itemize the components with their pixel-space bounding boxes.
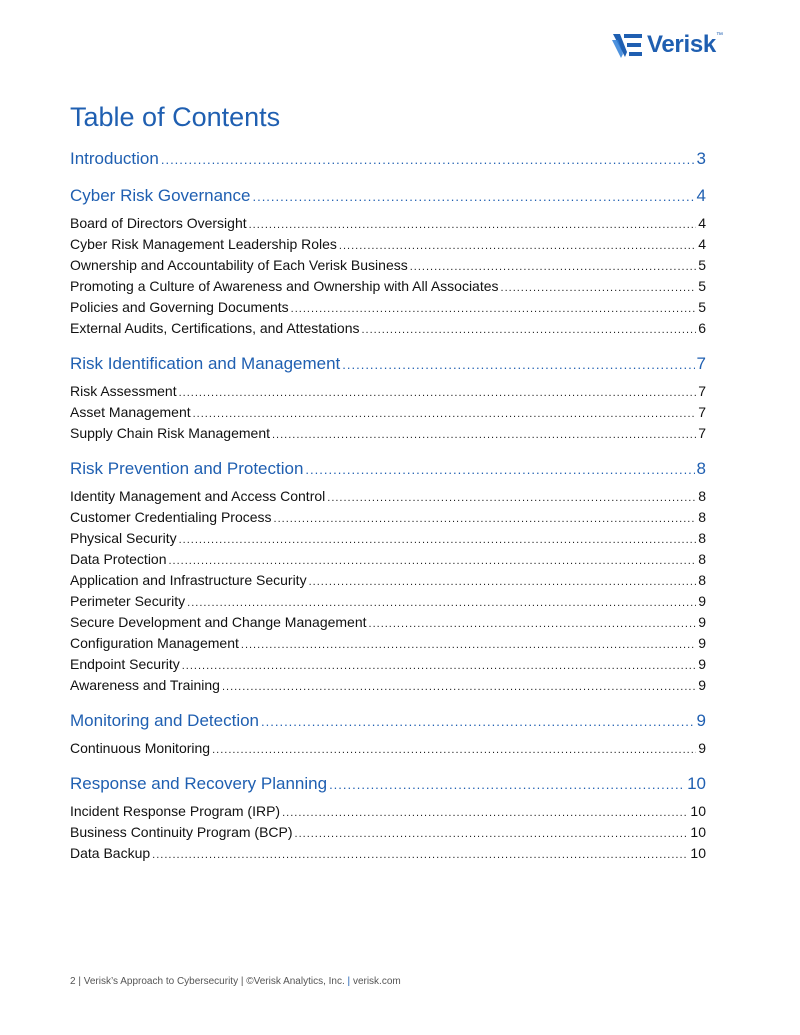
toc-entry-title: Awareness and Training: [70, 677, 220, 693]
brand-name: Verisk: [647, 31, 716, 58]
toc-section-page: 9: [696, 711, 706, 730]
toc-entry[interactable]: [70, 276, 706, 297]
toc-entry[interactable]: [70, 654, 706, 675]
dot-leader: [193, 404, 697, 423]
toc-entry[interactable]: [70, 612, 706, 633]
toc-entry-title: Secure Development and Change Management: [70, 614, 367, 630]
toc-section-page: 7: [696, 354, 706, 373]
footer-separator: |: [240, 976, 244, 987]
dot-leader: [182, 656, 696, 675]
verisk-logo: [610, 26, 750, 64]
toc-section-entry[interactable]: [70, 708, 706, 733]
toc-entry[interactable]: [70, 843, 706, 864]
toc-entry-page: 4: [698, 215, 706, 231]
toc-entry-page: 4: [698, 236, 706, 252]
dot-leader: [272, 425, 696, 444]
toc-entry-title: Ownership and Accountability of Each Verisk Business: [70, 257, 408, 273]
toc-section-title: Cyber Risk Governance: [70, 186, 251, 205]
footer-doc-title: Verisk’s Approach to Cybersecurity: [83, 976, 239, 987]
toc-entry[interactable]: [70, 549, 706, 570]
toc-entry-title: Cyber Risk Management Leadership Roles: [70, 236, 337, 252]
toc-entry-title: Asset Management: [70, 404, 191, 420]
toc-entry[interactable]: [70, 234, 706, 255]
toc-entry-page: 9: [698, 614, 706, 630]
toc-entry-title: Data Backup: [70, 845, 151, 861]
footer-site-link[interactable]: verisk.com: [352, 976, 401, 987]
dot-leader: [282, 803, 688, 822]
toc-entry-page: 9: [698, 677, 706, 693]
dot-leader: [179, 383, 697, 402]
toc-section-entry[interactable]: [70, 146, 706, 171]
toc-entry-title: Promoting a Culture of Awareness and Ownership with All Associates: [70, 278, 499, 294]
toc-entry-title: Continuous Monitoring: [70, 740, 211, 756]
toc-entry-title: Data Protection: [70, 551, 167, 567]
dot-leader: [369, 614, 697, 633]
toc-entry[interactable]: [70, 402, 706, 423]
dot-leader: [339, 236, 696, 255]
toc-section-entry[interactable]: [70, 351, 706, 376]
toc-entry-page: 10: [690, 824, 706, 840]
toc-entry-page: 7: [698, 404, 706, 420]
dot-leader: [327, 488, 696, 507]
toc-entry-page: 5: [698, 299, 706, 315]
toc-entry-page: 8: [698, 551, 706, 567]
toc-entry-title: Endpoint Security: [70, 656, 180, 672]
toc-entry-page: 7: [698, 425, 706, 441]
toc-entry-page: 6: [698, 320, 706, 336]
toc-entry-title: Business Continuity Program (BCP): [70, 824, 293, 840]
toc-section-title: Monitoring and Detection: [70, 711, 260, 730]
dot-leader: [241, 635, 696, 654]
dot-leader: [295, 824, 689, 843]
dot-leader: [274, 509, 697, 528]
footer-separator: |: [78, 976, 81, 987]
dot-leader: [329, 772, 685, 796]
toc-entry-page: 9: [698, 740, 706, 756]
dot-leader: [179, 530, 697, 549]
toc-entry[interactable]: [70, 507, 706, 528]
toc-entry[interactable]: [70, 822, 706, 843]
dot-leader: [222, 677, 696, 696]
toc-section-entry[interactable]: [70, 456, 706, 481]
page-footer: [70, 976, 401, 987]
toc-section-page: 8: [696, 459, 706, 478]
footer-copyright: ©Verisk Analytics, Inc.: [246, 976, 345, 987]
dot-leader: [362, 320, 697, 339]
toc-entry-title: Board of Directors Oversight: [70, 215, 247, 231]
dot-leader: [342, 352, 694, 376]
toc-entry-title: Risk Assessment: [70, 383, 177, 399]
toc-entry-title: Identity Management and Access Control: [70, 488, 326, 504]
toc-section-page: 3: [696, 149, 706, 168]
toc-section-title: Response and Recovery Planning: [70, 774, 328, 793]
dot-leader: [187, 593, 696, 612]
footer-page-number: 2: [70, 976, 76, 987]
toc-entry-page: 10: [690, 845, 706, 861]
toc-entry[interactable]: [70, 486, 706, 507]
trademark-symbol: ™: [715, 32, 723, 39]
toc-entry[interactable]: [70, 528, 706, 549]
toc-entry[interactable]: [70, 801, 706, 822]
toc-section-entry[interactable]: [70, 183, 706, 208]
dot-leader: [152, 845, 688, 864]
toc-section-page: 4: [696, 186, 706, 205]
toc-entry[interactable]: [70, 423, 706, 444]
dot-leader: [252, 184, 694, 208]
toc-section-title: Risk Prevention and Protection: [70, 459, 304, 478]
toc-entry-title: Physical Security: [70, 530, 177, 546]
dot-leader: [291, 299, 697, 318]
toc-entry-title: Customer Credentialing Process: [70, 509, 272, 525]
dot-leader: [410, 257, 696, 276]
dot-leader: [169, 551, 697, 570]
dot-leader: [212, 740, 696, 759]
toc-entry-page: 8: [698, 509, 706, 525]
toc-entry[interactable]: [70, 675, 706, 696]
toc-entry[interactable]: [70, 213, 706, 234]
toc-entry[interactable]: [70, 633, 706, 654]
dot-leader: [261, 709, 695, 733]
toc-entry-title: Incident Response Program (IRP): [70, 803, 281, 819]
toc-entry-page: 10: [690, 803, 706, 819]
dot-leader: [501, 278, 697, 297]
toc-entry-page: 9: [698, 656, 706, 672]
toc-section-title: Risk Identification and Management: [70, 354, 341, 373]
toc-entry-page: 8: [698, 488, 706, 504]
toc-entry-page: 8: [698, 530, 706, 546]
toc-entry-title: Perimeter Security: [70, 593, 186, 609]
toc-entry-page: 5: [698, 278, 706, 294]
toc-section-entry[interactable]: [70, 771, 706, 796]
toc-entry[interactable]: [70, 297, 706, 318]
toc-section-title: Introduction: [70, 149, 159, 168]
toc-entry[interactable]: [70, 318, 706, 339]
verisk-check-icon: [610, 28, 644, 62]
toc-entry-page: 7: [698, 383, 706, 399]
toc-entry-title: Configuration Management: [70, 635, 239, 651]
page-title: Table of Contents: [70, 102, 281, 132]
toc-entry-title: Policies and Governing Documents: [70, 299, 289, 315]
toc-entry[interactable]: [70, 570, 706, 591]
toc-entry-page: 9: [698, 593, 706, 609]
toc-entry[interactable]: [70, 591, 706, 612]
toc-entry-title: Supply Chain Risk Management: [70, 425, 270, 441]
dot-leader: [305, 457, 694, 481]
toc-entry-title: Application and Infrastructure Security: [70, 572, 307, 588]
toc-entry-page: 5: [698, 257, 706, 273]
toc-entry[interactable]: [70, 381, 706, 402]
toc-section-page: 10: [687, 774, 706, 793]
footer-separator: |: [347, 976, 351, 987]
toc-entry-page: 8: [698, 572, 706, 588]
toc-entry-title: External Audits, Certifications, and Attestations: [70, 320, 360, 336]
toc-entry[interactable]: [70, 255, 706, 276]
dot-leader: [249, 215, 697, 234]
dot-leader: [309, 572, 697, 591]
toc-entry-page: 9: [698, 635, 706, 651]
toc-entry[interactable]: [70, 738, 706, 759]
table-of-contents: [70, 146, 706, 864]
dot-leader: [161, 147, 695, 171]
